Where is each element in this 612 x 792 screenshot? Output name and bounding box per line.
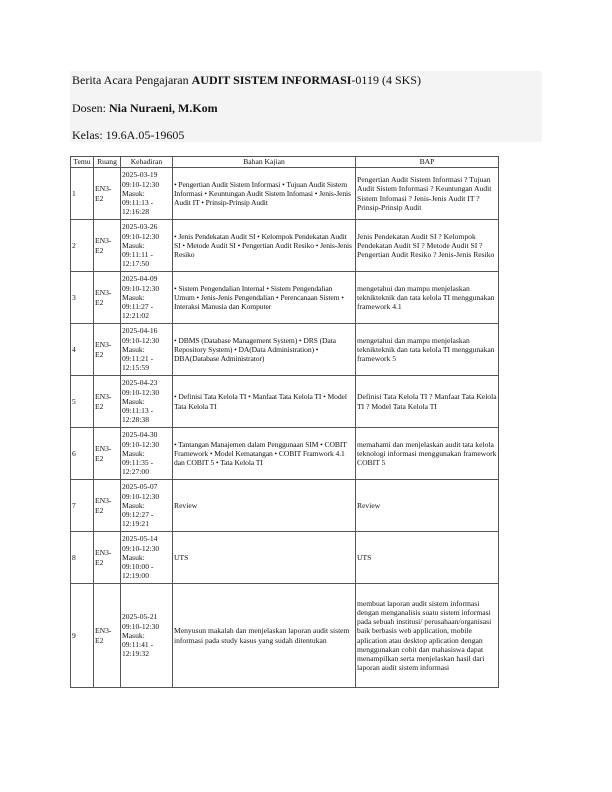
table-row <box>71 584 499 688</box>
room: EN3-E2 <box>94 272 121 324</box>
course-code: -0119 (4 SKS) <box>351 73 421 87</box>
meeting-number: 3 <box>71 272 94 324</box>
column-header-temu: Temu <box>71 157 94 168</box>
teaching-report-table <box>70 156 499 688</box>
course-name: AUDIT SISTEM INFORMASI <box>191 73 352 87</box>
room: EN3-E2 <box>94 584 121 688</box>
bap-text: mengetahui dan mampu menjelaskan teknikteknik dan tata kelola TI menggunakan framework 5 <box>356 324 499 376</box>
attendance: 2025-04-30 09:10-12:30 Masuk: 09:11:35 - 12:27:00 <box>121 428 173 480</box>
study-material: UTS <box>173 532 356 584</box>
lecturer-line <box>72 101 218 115</box>
bap-text: UTS <box>356 532 499 584</box>
room: EN3-E2 <box>94 220 121 272</box>
meeting-number: 8 <box>71 532 94 584</box>
table-row <box>71 168 499 220</box>
attendance: 2025-04-16 09:10-12:30 Masuk: 09:11:21 - 12:15:59 <box>121 324 173 376</box>
study-material: • Jenis Pendekatan Audit SI • Kelompok Pendekatan Audit SI • Metode Audit SI • Pengertian Audit Resiko • Jenis-Jenis Resiko <box>173 220 356 272</box>
attendance: 2025-04-23 09:10-12:30 Masuk: 09:11:13 - 12:28:38 <box>121 376 173 428</box>
lecturer-label: Dosen: <box>72 101 109 115</box>
table-header-row <box>71 157 499 168</box>
table-row <box>71 272 499 324</box>
bap-text: Definisi Tata Kelola TI ? Manfaat Tata Kelola TI ? Model Tata Kelola TI <box>356 376 499 428</box>
room: EN3-E2 <box>94 168 121 220</box>
title-prefix: Berita Acara Pengajaran <box>72 73 192 87</box>
room: EN3-E2 <box>94 428 121 480</box>
bap-text: mengetahui dan mampu menjelaskan teknikteknik dan tata kelola TI menggunakan framework 4.1 <box>356 272 499 324</box>
study-material: Menyusun makalah dan menjelaskan laporan audit sistem informasi pada study kasus yang sudah ditentukan <box>173 584 356 688</box>
meeting-number: 1 <box>71 168 94 220</box>
attendance: 2025-04-09 09:10-12:30 Masuk: 09:11:27 - 12:21:02 <box>121 272 173 324</box>
room: EN3-E2 <box>94 480 121 532</box>
bap-text: Jenis Pendekatan Audit SI ? Kelompok Pendekatan Audit SI ? Metode Audit SI ? Pengertian Audit Resiko ? Jenis-Jenis Resiko <box>356 220 499 272</box>
table-row <box>71 480 499 532</box>
table-row <box>71 532 499 584</box>
bap-text: Pengertian Audit Sistem Informasi ? Tujuan Audit Sistem Informasi ? Keuntungan Audit Sistem Infomasi ? Jenis-Jenis Audit IT ? Prinsip-Prinsip Audit <box>356 168 499 220</box>
document-title <box>72 73 421 87</box>
meeting-number: 5 <box>71 376 94 428</box>
attendance: 2025-03-26 09:10-12:30 Masuk: 09:11:11 - 12:17:50 <box>121 220 173 272</box>
study-material: • Pengertian Audit Sistem Informasi • Tujuan Audit Sistem Informasi • Keuntungan Audit Sistem Infomasi • Jenis-Jenis Audit IT • Prinsip-Prinsip Audit <box>173 168 356 220</box>
bap-text: membuat laporan audit sistem informasi dengan menganalisis suatu sistem informasi pada sebuah institusi/ perusahaan/organisasi baik berbasis web application, mobile aplication atau desktop aplication dengan menggunakan cobit dan mahasiswa dapat menampilkan serta menjelaskan hasil dari laporan audit sistem informasi <box>356 584 499 688</box>
room: EN3-E2 <box>94 376 121 428</box>
column-header-bahan-kajian: Bahan Kajian <box>173 157 356 168</box>
study-material: • DBMS (Database Management System) • DRS (Data Repository System) • DA(Data Administration) • DBA(Database Administrator) <box>173 324 356 376</box>
attendance: 2025-05-21 09:10-12:30 Masuk: 09:11:41 - 12:19:32 <box>121 584 173 688</box>
table-row <box>71 376 499 428</box>
attendance: 2025-05-14 09:10-12:30 Masuk: 09:10:00 - 12:19:00 <box>121 532 173 584</box>
table-row <box>71 324 499 376</box>
column-header-ruang: Ruang <box>94 157 121 168</box>
table-row <box>71 428 499 480</box>
study-material: • Sistem Pengendalian Internal • Sistem Pengendalian Umum • Jenis-Jenis Pengendalian • Perencanaan Sistem • Interaksi Manusia dan Komputer <box>173 272 356 324</box>
meeting-number: 9 <box>71 584 94 688</box>
bap-text: memahami dan menjelaskan audit tata kelola teknologi informasi menggunakan framework COBIT 5 <box>356 428 499 480</box>
table-row <box>71 220 499 272</box>
column-header-bap: BAP <box>356 157 499 168</box>
meeting-number: 6 <box>71 428 94 480</box>
bap-text: Review <box>356 480 499 532</box>
attendance: 2025-03-19 09:10-12:30 Masuk: 09:11:13 - 12:16:28 <box>121 168 173 220</box>
study-material: • Tantangan Manajemen dalam Penggunaan SIM • COBIT Framework • Model Kematangan • COBIT Framwork 4.1 dan COBIT 5 • Tata Kelola TI <box>173 428 356 480</box>
lecturer-name: Nia Nuraeni, M.Kom <box>109 101 218 115</box>
class-line: Kelas: 19.6A.05-19605 <box>72 128 185 142</box>
study-material: • Definisi Tata Kelola TI • Manfaat Tata Kelola TI • Model Tata Kelola TI <box>173 376 356 428</box>
meeting-number: 7 <box>71 480 94 532</box>
meeting-number: 4 <box>71 324 94 376</box>
room: EN3-E2 <box>94 324 121 376</box>
attendance: 2025-05-07 09:10-12:30 Masuk: 09:12:27 - 12:19:21 <box>121 480 173 532</box>
column-header-kehadiran: Kehadiran <box>121 157 173 168</box>
meeting-number: 2 <box>71 220 94 272</box>
room: EN3-E2 <box>94 532 121 584</box>
study-material: Review <box>173 480 356 532</box>
